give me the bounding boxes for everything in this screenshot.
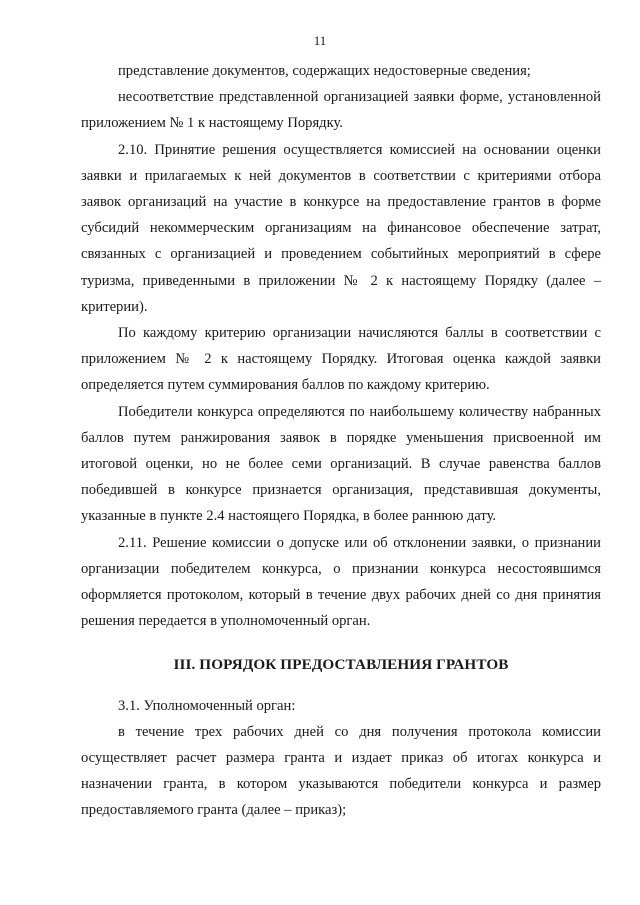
paragraph-list-item-form-mismatch: несоответствие представленной организацией заявки форме, установленной приложением № 1 к настоящему Порядку. (81, 89, 601, 132)
section-heading: III. ПОРЯДОК ПРЕДОСТАВЛЕНИЯ ГРАНТОВ (173, 656, 509, 674)
paragraph-list-item-unreliable-info: представление документов, содержащих недостоверные сведения; (118, 63, 531, 79)
paragraph-2-11-commission-decision: 2.11. Решение комиссии о допуске или об отклонении заявки, о признании организации победителем конкурса, о признании конкурса несостоявшимся оформляется протоколом, который в течение двух рабочих дней со дня принятия решения передается в уполномоченный орган. (81, 534, 601, 630)
paragraph-grant-calculation: в течение трех рабочих дней со дня получения протокола комиссии осуществляет расчет размера гранта и издает приказ об итогах конкурса и назначении гранта, в котором указываются победители конкурса и размер предоставляемого гранта (далее – приказ); (81, 723, 601, 819)
page-number: 11 (313, 33, 327, 48)
paragraph-criteria-points: По каждому критерию организации начисляются баллы в соответствии с приложением № 2 к настоящему Порядку. Итоговая оценка каждой заявки определяется путем суммирования баллов по каждому критерию. (81, 325, 601, 394)
paragraph-2-10-decision: 2.10. Принятие решения осуществляется комиссией на основании оценки заявки и прилагаемых к ней документов в соответствии с критериями отбора заявок организаций на участие в конкурсе на предоставление грантов в форме субсидий некоммерческим организациям на финансовое обеспечение затрат, связанных с организацией и проведением событийных мероприятий в сфере туризма, приведенными в приложении № 2 к настоящему Порядку (далее – критерии). (81, 141, 601, 315)
paragraph-winners: Победители конкурса определяются по наибольшему количеству набранных баллов путем ранжирования заявок в порядке уменьшения присвоенной им итоговой оценки, но не более семи организаций. В случае равенства баллов победившей в конкурсе признается организация, представившая документы, указанные в пункте 2.4 настоящего Порядка, в более раннюю дату. (81, 403, 601, 525)
paragraph-3-1-authorized-body: 3.1. Уполномоченный орган: (118, 697, 296, 714)
document-body (81, 58, 601, 824)
